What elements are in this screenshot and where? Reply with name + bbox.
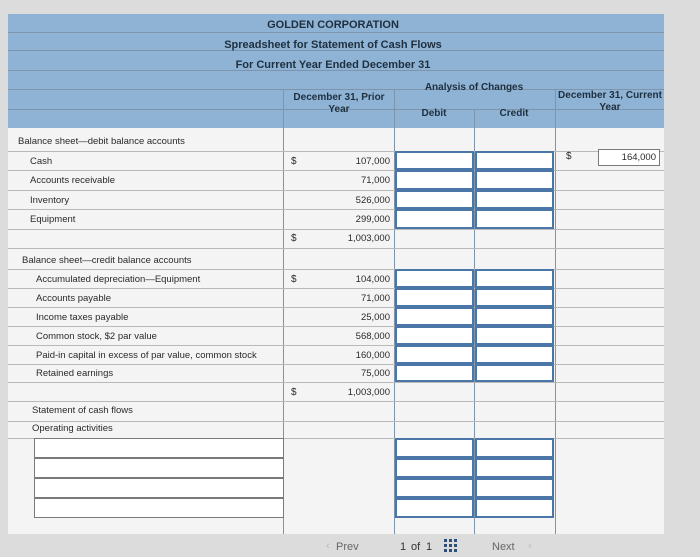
row-label-inventory: Inventory xyxy=(30,195,70,206)
prior-value-retained-earnings: 75,000 xyxy=(360,368,390,379)
prior-value-accumulated-depreciation: 104,000 xyxy=(355,274,390,285)
description-input[interactable] xyxy=(34,498,284,518)
cash-flow-heading: Statement of cash flows xyxy=(32,405,133,416)
debit-input[interactable] xyxy=(395,288,474,307)
next-button[interactable]: Next xyxy=(492,541,515,553)
debit-input[interactable] xyxy=(395,345,474,364)
row-label-accounts-payable: Accounts payable xyxy=(36,293,111,304)
row-label-cash: Cash xyxy=(30,156,53,167)
credit-input[interactable] xyxy=(475,364,554,382)
credit-input[interactable] xyxy=(475,288,554,307)
debit-input[interactable] xyxy=(395,458,474,478)
dollar-sign: $ xyxy=(291,156,297,167)
debit-header: Debit xyxy=(421,108,447,119)
page-of-label: of xyxy=(411,541,421,553)
debit-input[interactable] xyxy=(395,307,474,326)
dollar-sign: $ xyxy=(291,387,297,398)
credit-input[interactable] xyxy=(475,307,554,326)
debit-section-heading: Balance sheet—debit balance accounts xyxy=(18,136,185,147)
current-cash-field[interactable] xyxy=(598,149,660,166)
prior-value-paid-in-capital: 160,000 xyxy=(355,350,390,361)
chevron-right-icon[interactable]: › xyxy=(528,540,532,552)
dollar-sign: $ xyxy=(566,151,572,162)
credit-input[interactable] xyxy=(475,170,554,190)
dollar-sign: $ xyxy=(291,274,297,285)
debit-input[interactable] xyxy=(395,498,474,518)
pagination xyxy=(320,538,550,556)
debit-input[interactable] xyxy=(395,269,474,288)
credit-input[interactable] xyxy=(475,498,554,518)
current-year-header: December 31, Current Year xyxy=(558,90,662,113)
credit-input[interactable] xyxy=(475,190,554,209)
credit-input[interactable] xyxy=(475,458,554,478)
debit-input[interactable] xyxy=(395,364,474,382)
credit-input[interactable] xyxy=(475,209,554,229)
prev-button[interactable]: Prev xyxy=(336,541,359,553)
sheet-period: For Current Year Ended December 31 xyxy=(235,59,431,71)
debit-input[interactable] xyxy=(395,190,474,209)
credit-input[interactable] xyxy=(475,326,554,345)
page-total: 1 xyxy=(426,541,433,553)
operating-activities-label: Operating activities xyxy=(32,423,113,434)
debit-input[interactable] xyxy=(395,151,474,170)
credit-section-heading: Balance sheet—credit balance accounts xyxy=(22,255,192,266)
row-label-income-taxes-payable: Income taxes payable xyxy=(36,312,129,323)
debit-input[interactable] xyxy=(395,170,474,190)
credit-input[interactable] xyxy=(475,345,554,364)
analysis-header: Analysis of Changes xyxy=(424,82,524,93)
grid-icon[interactable] xyxy=(444,539,458,556)
row-label-accounts-receivable: Accounts receivable xyxy=(30,175,116,186)
prior-value-equipment: 299,000 xyxy=(355,214,390,225)
prior-year-header: December 31, Prior Year xyxy=(293,92,385,115)
prior-value-inventory: 526,000 xyxy=(355,195,390,206)
debit-input[interactable] xyxy=(395,478,474,498)
debit-input[interactable] xyxy=(395,209,474,229)
worksheet xyxy=(8,14,664,534)
current-value-cash: 164,000 xyxy=(621,152,656,163)
row-label-common-stock: Common stock, $2 par value xyxy=(36,331,157,342)
description-input[interactable] xyxy=(34,458,284,478)
debit-input[interactable] xyxy=(395,326,474,345)
credit-input[interactable] xyxy=(475,478,554,498)
prior-value-cash: 107,000 xyxy=(355,156,390,167)
prior-value-accounts-payable: 71,000 xyxy=(360,293,390,304)
credit-input[interactable] xyxy=(475,151,554,170)
row-label-accumulated-depreciation: Accumulated depreciation—Equipment xyxy=(36,274,201,285)
credit-input[interactable] xyxy=(475,269,554,288)
row-label-equipment: Equipment xyxy=(30,214,76,225)
sheet-title: Spreadsheet for Statement of Cash Flows xyxy=(224,39,442,51)
row-label-paid-in-capital: Paid-in capital in excess of par value, common stock xyxy=(36,350,257,361)
prior-value-income-taxes-payable: 25,000 xyxy=(360,312,390,323)
credit-header: Credit xyxy=(499,108,529,119)
credit-input[interactable] xyxy=(475,438,554,458)
prior-value-accounts-receivable: 71,000 xyxy=(360,175,390,186)
page-number: 1 xyxy=(400,541,407,553)
dollar-sign: $ xyxy=(291,233,297,244)
chevron-left-icon[interactable]: ‹ xyxy=(326,540,330,552)
debit-input[interactable] xyxy=(395,438,474,458)
description-input[interactable] xyxy=(34,438,284,458)
description-input[interactable] xyxy=(34,478,284,498)
row-label-retained-earnings: Retained earnings xyxy=(36,368,114,379)
credit-total: 1,003,000 xyxy=(347,387,390,398)
prior-value-common-stock: 568,000 xyxy=(355,331,390,342)
debit-total: 1,003,000 xyxy=(347,233,390,244)
company-name: GOLDEN CORPORATION xyxy=(267,19,399,31)
